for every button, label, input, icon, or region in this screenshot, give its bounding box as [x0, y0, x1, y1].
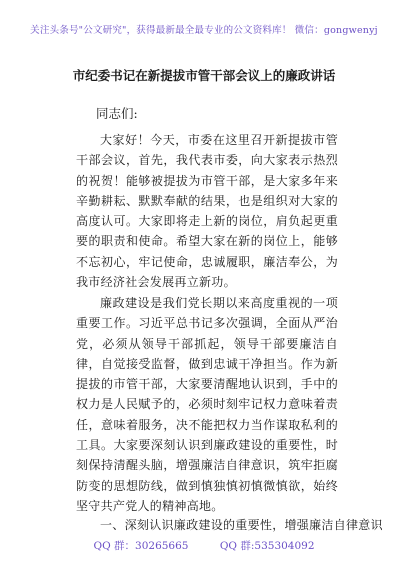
footer	[0, 538, 408, 553]
footer-qq-group-1: QQ 群：30265665	[93, 540, 189, 552]
body-paragraph: 廉政建设是我们党长期以来高度重视的一项重要工作。习近平总书记多次强调，全面从严治党，必须从领导干部抓起，领导干部要廉洁自律，自觉接受监督，做到忠诚干净担当。作为新提拔的市管干部，大家要清醒地认识到，手中的权力是人民赋予的，必须时刻牢记权力意味着责任，意味着服务，决不能把权力当作谋取私利的工具。大家要深刻认识到廉政建设的重要性，时刻保持清醒头脑，增强廉洁自律意识，筑牢拒腐防变的思想防线，做到慎独慎初慎微慎欲，始终坚守共产党人的精神高地。	[76, 296, 338, 513]
header-banner: 关注头条号"公文研究"，获得最新最全最专业的公文资料库！ 微信：gongwenyj	[30, 25, 378, 36]
footer-qq-group-2: QQ 群:535304092	[219, 540, 315, 552]
salutation: 同志们:	[96, 106, 138, 121]
document-title: 市纪委书记在新提拔市管干部会议上的廉政讲话	[72, 68, 336, 83]
section-heading: 一、深刻认识廉政建设的重要性，增强廉洁自律意识	[100, 518, 383, 532]
body-paragraph: 大家好！今天，市委在这里召开新提拔市管干部会议，首先，我代表市委，向大家表示热烈的祝贺！能够被提拔为市管干部，是大家多年来辛勤耕耘、默默奉献的结果，也是组织对大家的高度认可。大家即将走上新的岗位，肩负起更重要的职责和使命。希望大家在新的岗位上，能够不忘初心，牢记使命，忠诚履职，廉洁奉公，为我市经济社会发展再立新功。	[76, 133, 338, 290]
